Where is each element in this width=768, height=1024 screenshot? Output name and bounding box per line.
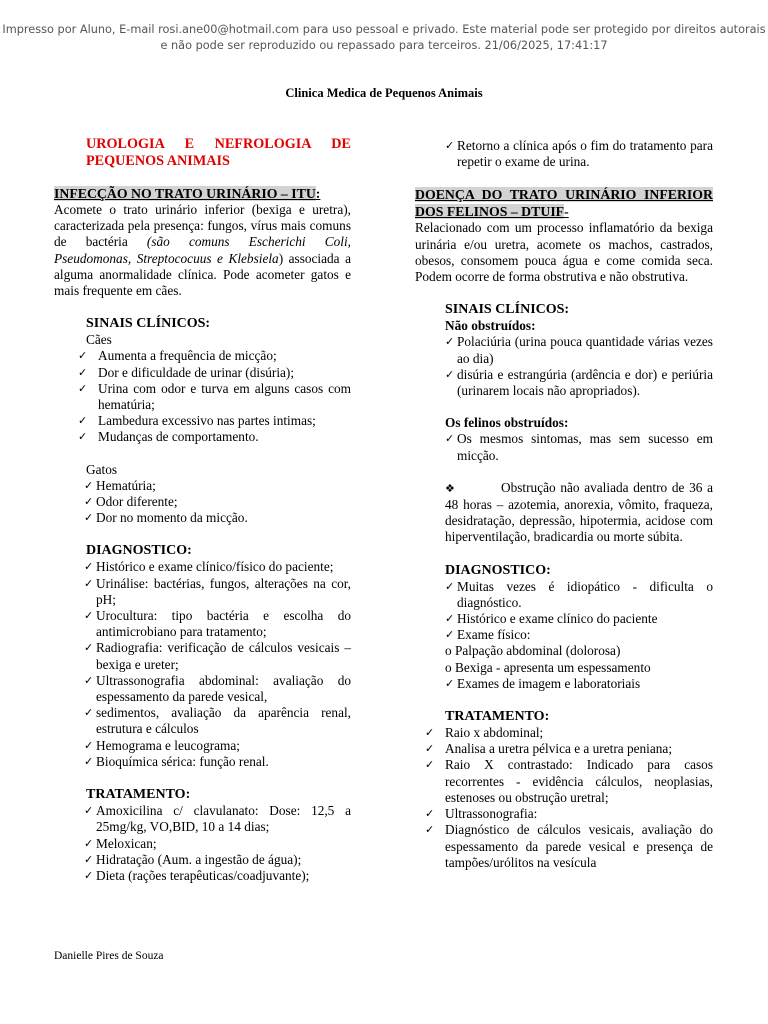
trat-felino-item: ✓ Diagnóstico de cálculos vesicais, avaliação do espessamento da parede vesical e presença de tampões/urólitos na vesícula <box>415 822 713 871</box>
itu-paragraph <box>54 202 351 299</box>
sinais-clinicos-title: SINAIS CLÍNICOS: <box>86 316 211 332</box>
print-watermark <box>0 22 768 54</box>
tratamento-felinos-list <box>415 725 713 871</box>
caes-item-text: Urina com odor e turva em alguns casos com hematúria; <box>98 380 351 413</box>
diag-item: ✓ Urocultura: tipo bactéria e escolha do antimicrobiano para tratamento; <box>84 608 351 640</box>
gatos-label: Gatos <box>86 461 118 477</box>
obs-item: ✓ Os mesmos sintomas, mas sem sucesso em micção. <box>445 431 713 463</box>
sinais-clinicos-felinos-title: SINAIS CLÍNICOS: <box>445 302 570 318</box>
diag-felino-item: ✓ Exame físico: <box>445 627 713 643</box>
obstruidos-label: Os felinos obstruídos: <box>445 415 569 431</box>
document-main-title: UROLOGIA E NEFROLOGIA DE PEQUENOS ANIMAIS <box>86 136 351 169</box>
footer-author: Danielle Pires de Souza <box>54 950 164 962</box>
obstrucao-note <box>445 480 713 546</box>
diagnostico-felinos-title: DIAGNOSTICO: <box>445 562 551 578</box>
gatos-item: ✓ Odor diferente; <box>84 494 351 510</box>
diag-felino-item: ✓ Histórico e exame clínico do paciente <box>445 611 713 627</box>
nao-obs-item: ✓ Polaciúria (urina pouca quantidade várias vezes ao dia) <box>445 334 713 366</box>
tratamento-felinos-title: TRATAMENTO: <box>445 709 550 725</box>
trat-item: ✓ Hidratação (Aum. a ingestão de água); <box>84 852 351 868</box>
dtuif-title-dash: - <box>564 204 569 220</box>
itu-text-1: Acomete o trato urinário inferior (bexiga e uretra), caracterizada pela presença: fungos, vírus mais comuns de bactéria <box>54 202 351 250</box>
caes-label: Cães <box>86 332 112 348</box>
caes-list <box>54 348 351 445</box>
diamond-bullet-icon: ❖ <box>445 481 455 495</box>
caes-item: ✓ Dor e dificuldade de urinar (disúria); <box>54 365 351 381</box>
right-column <box>415 138 713 871</box>
obstrucao-text: Obstrução não avaliada dentro de 36 a 48 horas – azotemia, anorexia, vômito, fraqueza, desidratação, depressão, hipotermia, acidose com hiperventilação, bradicardia ou morte súbita. <box>445 479 713 545</box>
diag-felino-subitem: o Palpação abdominal (dolorosa) <box>445 643 621 659</box>
nao-obstruidos-block <box>445 318 713 464</box>
gatos-item: ✓ Hematúria; <box>84 478 351 494</box>
diag-item: ✓ Urinálise: bactérias, fungos, alterações na cor, pH; <box>84 576 351 608</box>
caes-item: ✓ Mudanças de comportamento. <box>54 429 351 445</box>
diag-item: ✓ Ultrassonografia abdominal: avaliação do espessamento da parede vesical, <box>84 673 351 705</box>
nao-obstruidos-label: Não obstruídos: <box>445 318 536 334</box>
diagnostico-felinos-list <box>445 579 713 692</box>
page-header-title: Clinica Medica de Pequenos Animais <box>285 86 483 100</box>
gatos-item: ✓ Dor no momento da micção. <box>84 510 351 526</box>
trat-item: ✓ Meloxican; <box>84 836 351 852</box>
diag-item: ✓ Bioquímica sérica: função renal. <box>84 754 351 770</box>
trat-item: ✓ Dieta (rações terapêuticas/coadjuvante); <box>84 868 351 884</box>
retorno-item-wrap <box>445 138 713 170</box>
gatos-list <box>84 478 351 527</box>
diagnostico-list <box>84 559 351 770</box>
itu-section-title <box>54 185 351 202</box>
caes-item <box>54 381 351 413</box>
caes-item: ✓ Lambedura excessivo nas partes intimas; <box>54 413 351 429</box>
trat-felino-item: ✓ Raio X contrastado: Indicado para casos recorrentes - evidência cálculos, neoplasias, estenoses ou obstrução uretral; <box>415 757 713 806</box>
trat-felino-item: ✓ Analisa a uretra pélvica e a uretra peniana; <box>415 741 713 757</box>
diag-item: ✓ Radiografia: verificação de cálculos vesicais – bexiga e ureter; <box>84 640 351 672</box>
trat-felino-item: ✓ Raio x abdominal; <box>415 725 713 741</box>
caes-item: ✓ Aumenta a frequência de micção; <box>54 348 351 364</box>
itu-text-2: ) associada a alguma anormalidade clínica. Pode acometer gatos e mais frequente em cães. <box>54 250 351 299</box>
trat-felino-item: ✓ Ultrassonografia: <box>415 806 713 822</box>
diag-item: ✓ sedimentos, avaliação da aparência renal, estrutura e cálculos <box>84 705 351 737</box>
diag-item: ✓ Histórico e exame clínico/físico do paciente; <box>84 559 351 575</box>
diagnostico-title: DIAGNOSTICO: <box>86 543 192 559</box>
tratamento-title: TRATAMENTO: <box>86 787 191 803</box>
diag-item: ✓ Hemograma e leucograma; <box>84 738 351 754</box>
trat-item: ✓ Amoxicilina c/ clavulanato: Dose: 12,5 a 25mg/kg, VO,BID, 10 a 14 dias; <box>84 803 351 835</box>
dtuif-title-text: DOENÇA DO TRATO URINÁRIO INFERIOR DOS FELINOS – DTUIF <box>415 187 713 220</box>
dtuif-section-title <box>415 186 713 220</box>
dtuif-paragraph: Relacionado com um processo inflamatório da bexiga urinária e/ou uretra, acomete os machos, castrados, obesos, consomem pouca água e come comida seca. Podem ocorre de forma obstrutiva e não obstrutiva. <box>415 220 713 285</box>
diag-felino-item: ✓ Muitas vezes é idiopático - dificulta o diagnóstico. <box>445 579 713 611</box>
left-column <box>54 136 351 884</box>
tratamento-list <box>84 803 351 884</box>
watermark-line-1: Impresso por Aluno, E-mail rosi.ane00@hotmail.com para uso pessoal e privado. Este material pode ser protegido por direitos autorais <box>2 23 766 36</box>
retorno-item: ✓ Retorno a clínica após o fim do tratamento para repetir o exame de urina. <box>445 138 713 170</box>
itu-title-colon: : <box>315 186 321 201</box>
itu-title-text: INFECÇÃO NO TRATO URINÁRIO – ITU <box>54 186 316 201</box>
diag-felino-subitem: o Bexiga - apresenta um espessamento <box>445 659 651 675</box>
nao-obs-item: ✓ disúria e estrangúria (ardência e dor) e periúria (urinarem locais não apropriados). <box>445 367 713 399</box>
watermark-line-2: e não pode ser reproduzido ou repassado para terceiros. 21/06/2025, 17:41:17 <box>160 39 608 52</box>
diag-felino-item: ✓ Exames de imagem e laboratoriais <box>445 676 713 692</box>
itu-bacteria-italic: (são comuns Escherichi Coli, Pseudomonas, Streptococuus e Klebsiela <box>54 234 351 266</box>
